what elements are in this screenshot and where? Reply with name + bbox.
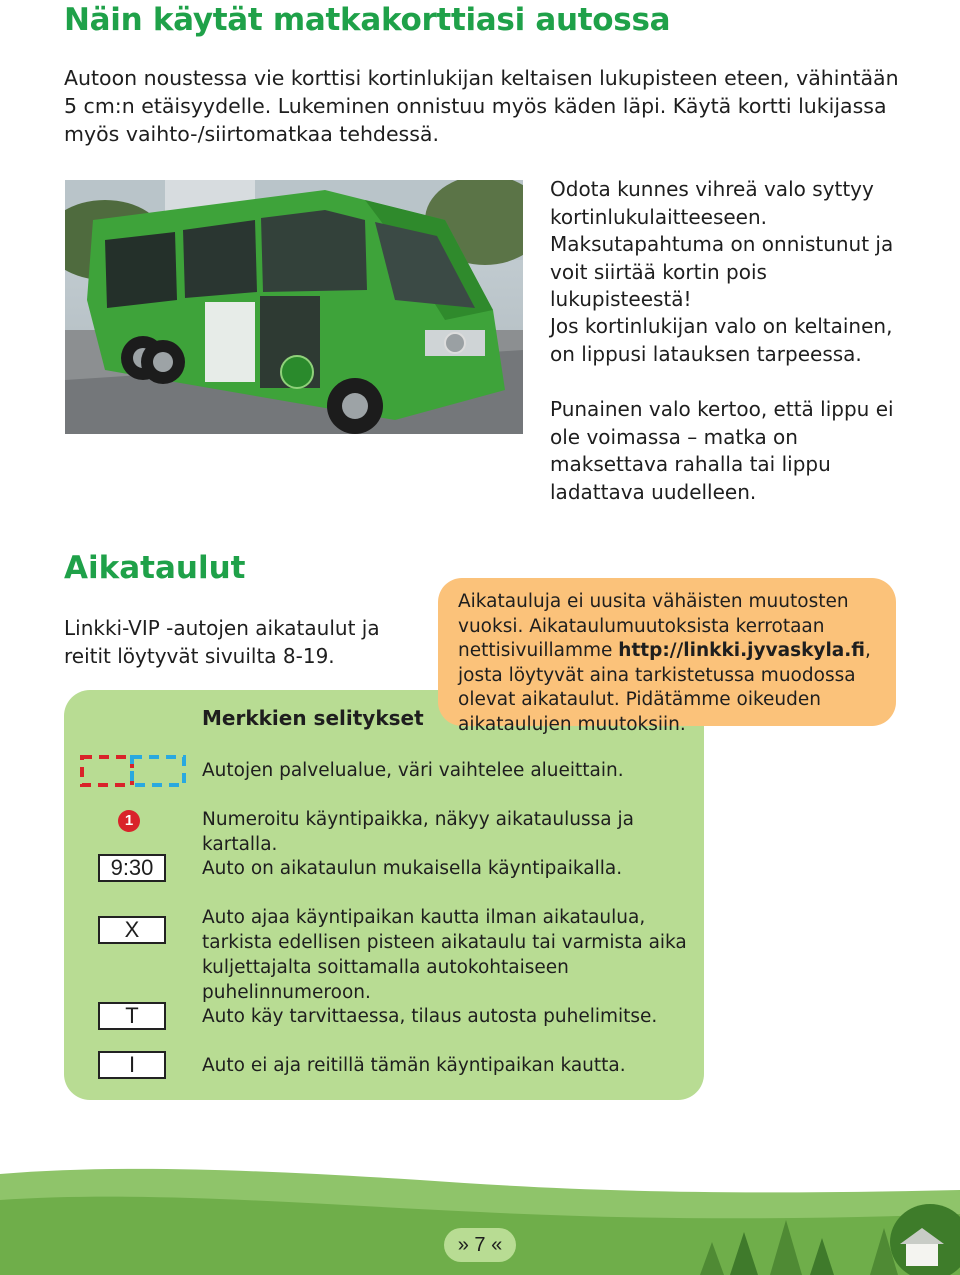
website-link[interactable]: http://linkki.jyvaskyla.fi — [618, 640, 866, 661]
page-number: » 7 « — [444, 1228, 516, 1262]
page-title: Näin käytät matkakorttiasi autossa — [64, 2, 671, 38]
legend-title: Merkkien selitykset — [202, 706, 424, 730]
bus-photo — [65, 180, 523, 434]
not-served-symbol: I — [98, 1051, 166, 1079]
red-light-paragraph: Punainen valo kertoo, että lippu ei ole voimassa – matka on maksettava rahalla tai lippu ladattava uudelleen. — [550, 397, 894, 504]
unscheduled-symbol: X — [98, 916, 166, 944]
intro-paragraph: Autoon noustessa vie korttisi kortinlukijan keltaisen lukupisteen eteen, vähintään 5 cm:n etäisyydelle. Lukeminen onnistuu myös käden läpi. Käytä kortti lukijassa myös vaihto-/siirtomatkaa tehdessä. — [64, 66, 899, 146]
green-light-paragraph: Odota kunnes vihreä valo syttyy kortinlukulaitteeseen. Maksutapahtuma on onnistunut ja voit siirtää kortin pois lukupisteestä! — [550, 177, 894, 311]
legend-box — [64, 690, 704, 1100]
notice-text-start: Aikatauluja ei uusita vähäisten muutosten vuoksi. Aikataulumuutoksista kerrotaan nettisivuillamme — [458, 591, 849, 661]
legend-item-unscheduled: Auto ajaa käyntipaikan kautta ilman aikataulua, tarkista edellisen pisteen aikataulu tai varmista aika kuljettajalta soittamalla autokohtaiseen puhelinnumeroon. — [202, 907, 687, 1003]
schedules-text: Linkki-VIP -autojen aikataulut ja reitit löytyvät sivuilta 8-19. — [64, 616, 380, 668]
on-demand-symbol: T — [98, 1002, 166, 1030]
service-area-icon — [80, 754, 190, 790]
bus-illustration — [65, 180, 523, 434]
legend-item-service-area: Autojen palvelualue, väri vaihtelee alueittain. — [202, 760, 624, 781]
notice-text-end: , josta löytyvät aina tarkistetussa muodossa olevat aikataulut. Pidätämme oikeuden aikataulujen muutoksiin. — [458, 640, 871, 735]
legend-item-on-demand: Auto käy tarvittaessa, tilaus autosta puhelimitse. — [202, 1006, 658, 1027]
schedule-notice-box — [438, 578, 896, 735]
legend-item-scheduled: Auto on aikataulun mukaisella käyntipaikalla. — [202, 858, 623, 879]
legend-item-numbered-stop: Numeroitu käyntipaikka, näkyy aikataulussa ja kartalla. — [202, 809, 634, 855]
legend-item-not-served: Auto ei aja reitillä tämän käyntipaikan kautta. — [202, 1055, 626, 1076]
schedules-heading: Aikataulut — [64, 550, 246, 586]
scheduled-time-symbol: 9:30 — [98, 854, 166, 882]
stop-number-icon: 1 — [118, 810, 140, 832]
yellow-light-paragraph: Jos kortinlukijan valo on keltainen, on lippusi latauksen tarpeessa. — [550, 314, 893, 366]
